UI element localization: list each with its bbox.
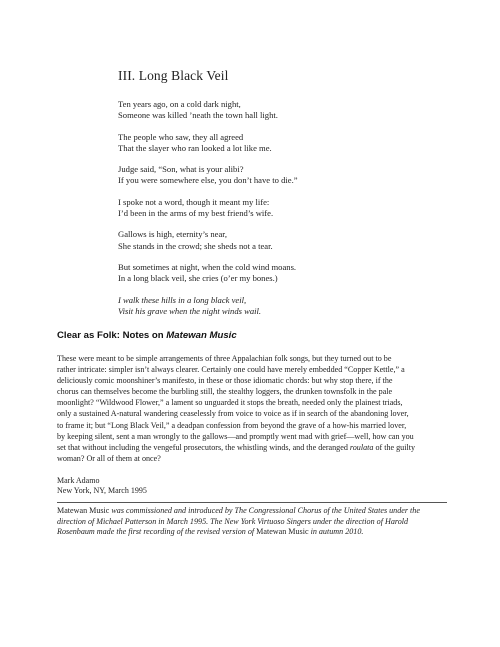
poem-line: But sometimes at night, when the cold wind moans. [118,261,297,272]
notes-line: woman? Or all of them at once? [57,453,161,463]
poem-line: Someone was killed ’neath the town hall light. [118,110,278,121]
stanza [118,229,448,251]
notes-line: by keeping silent, sent a man wrongly to the gallows—and promptly went mad with grief—well, how can you [57,431,414,441]
refrain-stanza [118,295,448,317]
credits-line: direction of Michael Patterson in March 1995. The New York Virtuoso Singers under the direction of Harold [57,516,409,526]
poem-line: I’d been in the arms of my best friend’s wife. [118,207,274,218]
notes-line [57,442,447,453]
notes-line-text: set that without including the vengeful prosecutors, the whistling winds, and the deranged [57,442,350,452]
author-place-date: New York, NY, March 1995 [57,486,147,496]
notes-section [57,330,447,538]
refrain-line: Visit his grave when the night winds wail. [118,305,262,316]
divider [57,502,447,503]
notes-line: rather intricate: simpler isn’t always clearer. Certainly one could have merely embedded “Copper Kettle,” a [57,365,405,375]
notes-line-text: of the guilty [373,442,416,452]
notes-italic-word: roulata [349,442,374,452]
notes-line: only a sustained A-natural wandering ceaselessly from voice to voice as if in search of the abandoning lover, [57,409,409,419]
notes-line: moonlight? “Wildwood Flower,” a lament so unguarded it stops the breath, needed only the plainest triads, [57,398,403,408]
credits-line [57,506,447,517]
stanza [118,132,448,154]
poem-line: Judge said, “Son, what is your alibi? [118,164,244,175]
stanza [118,164,448,186]
signature-block [57,476,447,497]
credits-text: was commissioned and introduced by The Congressional Chorus of the United States under the [109,505,420,515]
credits-block [57,506,447,538]
poem-line: The people who saw, they all agreed [118,131,244,142]
notes-heading-prefix: Clear as Folk: Notes on [57,330,167,341]
poem-section [118,68,448,327]
notes-line: deliciously comic moonshiner’s manifesto, in these or those idiomatic chords: but why stop there, if the [57,376,393,386]
poem-line: Ten years ago, on a cold dark night, [118,99,241,109]
poem-line: I spoke not a word, though it meant my life: [118,196,270,207]
notes-heading-work-title: Matewan Music [166,330,237,341]
stanza [118,99,448,121]
stanza [118,197,448,219]
notes-line: to frame it; but “Long Black Veil,” a deadpan confession from beyond the grave of a how-his married lover, [57,420,407,430]
work-title: Matewan Music [256,527,309,537]
notes-body [57,353,447,464]
poem-line: She stands in the crowd; she sheds not a tear. [118,240,273,251]
work-title: Matewan Music [57,505,110,515]
credits-text: in autumn 2010. [308,527,364,537]
poem-line: If you were somewhere else, you don’t have to die.” [118,175,298,186]
stanza [118,262,448,284]
poem-line: That the slayer who ran looked a lot like me. [118,142,272,153]
poem-title: III. Long Black Veil [118,68,229,83]
notes-line: These were meant to be simple arrangements of three Appalachian folk songs, but they turned out to be [57,354,392,363]
notes-heading [57,330,447,341]
credits-line [57,527,447,538]
poem-line: Gallows is high, eternity’s near, [118,229,227,240]
poem-line: In a long black veil, she cries (o’er my bones.) [118,273,278,284]
author-name: Mark Adamo [57,475,100,485]
notes-line: chorus can themselves become the burbling still, the stealthy loggers, the drunken townsfolk in the pale [57,387,393,397]
credits-text: Rosenbaum made the first recording of the revised version of [57,527,257,537]
refrain-line: I walk these hills in a long black veil, [118,294,247,305]
